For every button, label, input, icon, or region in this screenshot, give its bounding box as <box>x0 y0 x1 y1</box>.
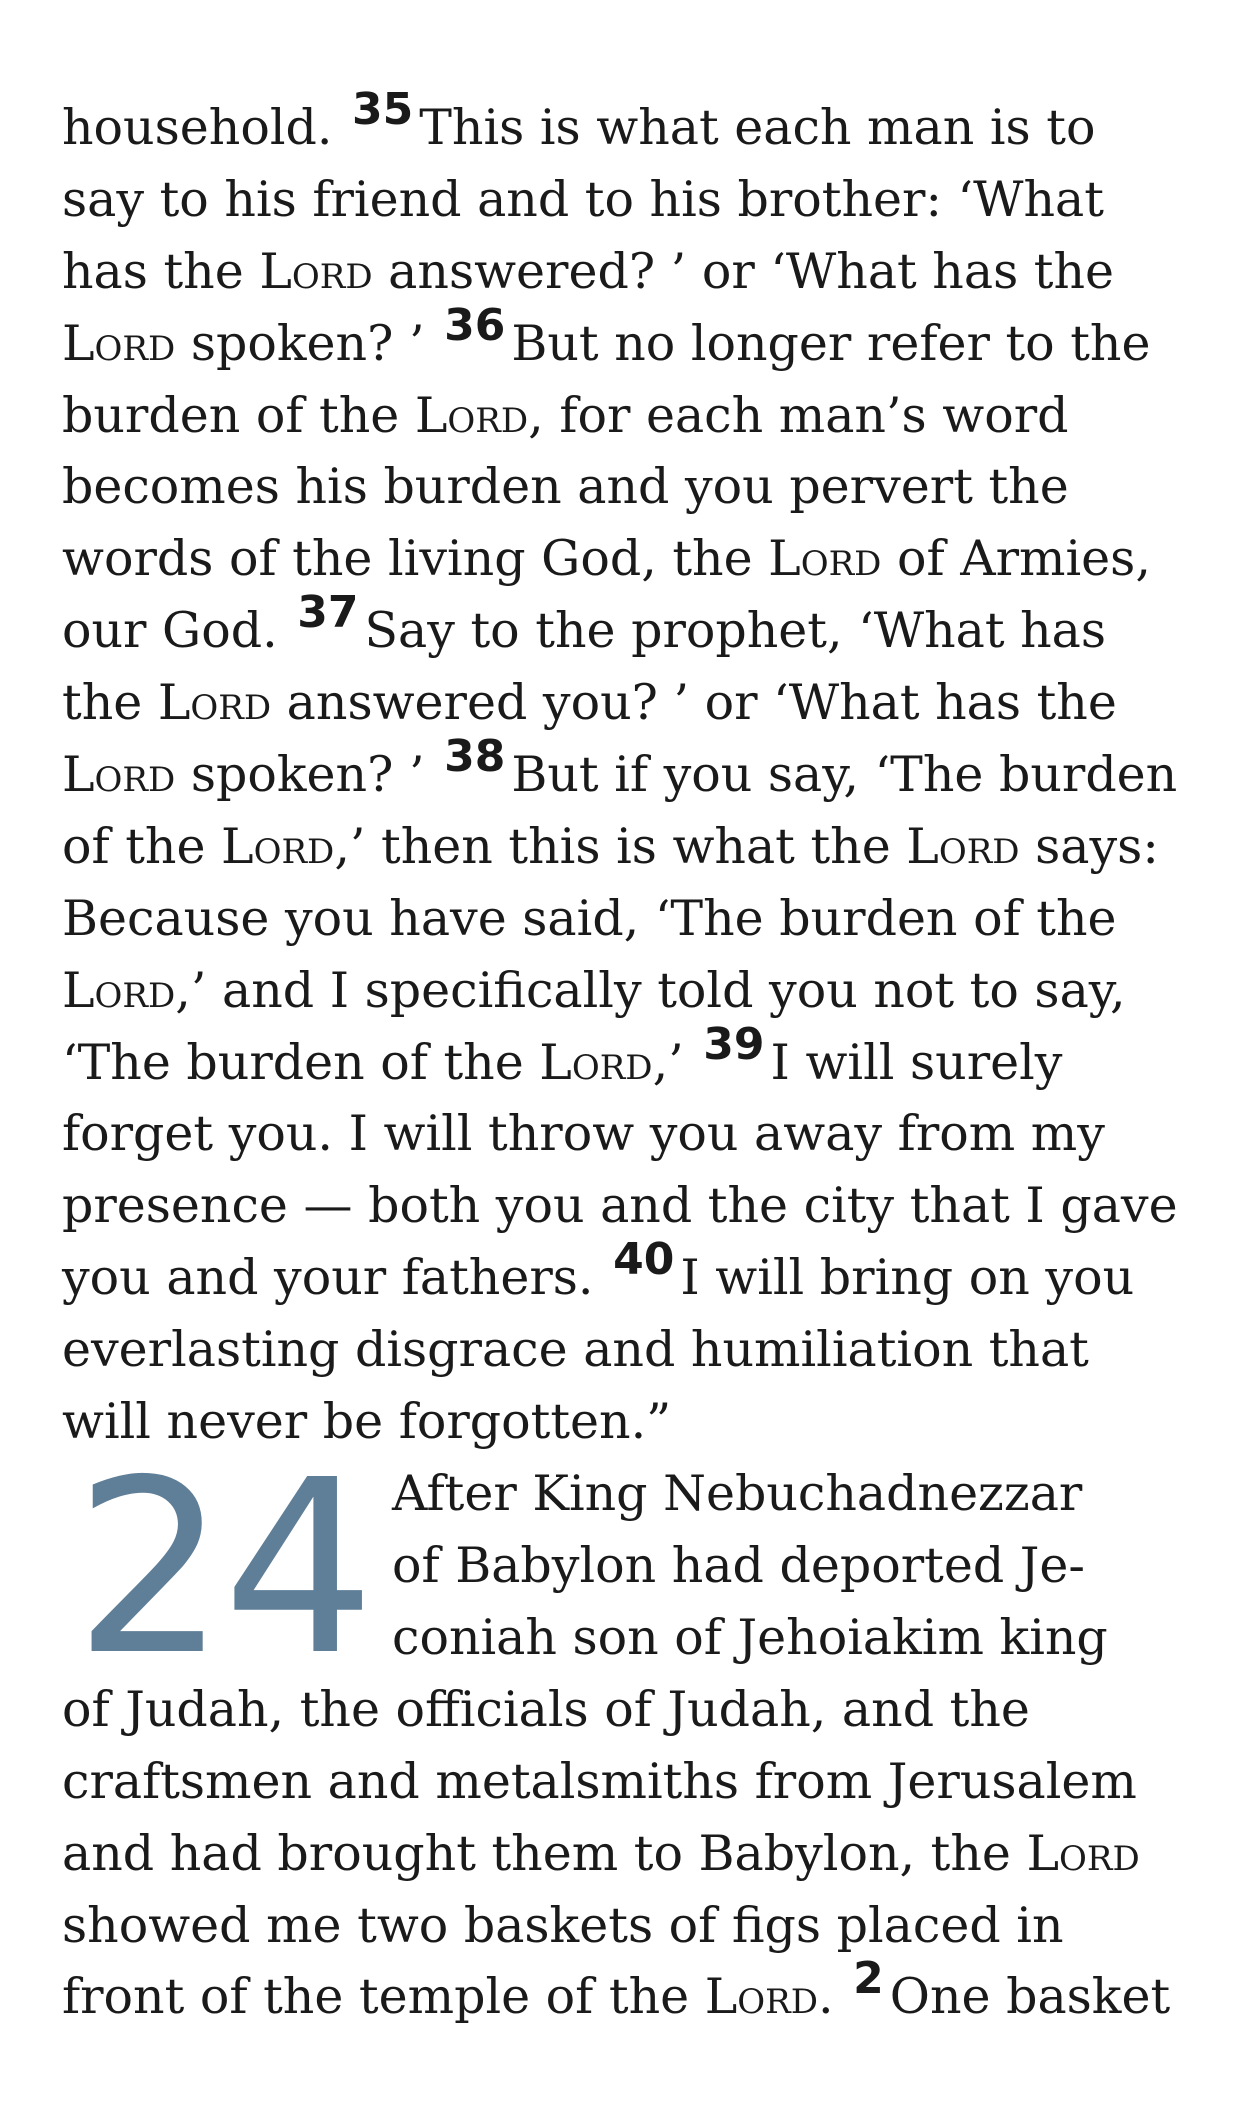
text-line <box>62 1234 1192 1314</box>
text-line <box>62 1953 1192 2033</box>
text-run: This is what each man is to <box>419 99 1096 156</box>
text-line <box>62 587 1192 667</box>
text-run: One basket <box>889 1968 1171 2026</box>
text-run: spoken? ’ <box>175 314 441 372</box>
chapter-23-text <box>62 84 1192 1458</box>
divine-name: Lord <box>62 746 176 804</box>
text-run: But if you say, ‘The burden <box>511 746 1178 804</box>
divine-name: Lord <box>62 961 176 1019</box>
verse-number: 36 <box>444 299 506 351</box>
text-line <box>62 1818 1192 1890</box>
text-run: has the <box>62 242 260 300</box>
text-run: the <box>62 674 158 732</box>
divine-name: Lord <box>259 242 373 300</box>
divine-name: Lord <box>62 314 176 372</box>
text-run: of Armies, <box>881 530 1151 588</box>
chapter-24-opening <box>62 1427 1192 1708</box>
text-run: you and your fathers. <box>62 1249 610 1307</box>
divine-name: Lord <box>704 1968 818 2026</box>
text-run: I will surely <box>770 1033 1063 1091</box>
text-run: say to his friend and to his brother: ‘What <box>62 170 1104 228</box>
text-line <box>62 523 1192 595</box>
text-run: Say to the prophet, ‘What has <box>364 602 1107 660</box>
text-run: showed me two baskets of figs placed in <box>62 1896 1064 1954</box>
divine-name: Lord <box>414 386 529 444</box>
divine-name: Lord <box>539 1033 653 1091</box>
text-run: coniah son of Jehoiakim king <box>392 1608 1108 1666</box>
text-run: answered you? ’ or ‘What has the <box>271 674 1117 732</box>
text-run: of the <box>62 817 222 875</box>
divine-name: Lord <box>768 530 882 588</box>
text-run: ,’ and I specifically told you not to say, <box>175 961 1126 1019</box>
text-line <box>62 451 1192 523</box>
text-line <box>62 164 1192 236</box>
divine-name: Lord <box>221 817 335 875</box>
text-line <box>62 299 1192 380</box>
text-run: craftsmen and metalsmiths from Jerusalem <box>62 1752 1137 1810</box>
text-line <box>62 883 1192 955</box>
chapter-number: 24 <box>74 1427 372 1708</box>
text-run: answered? ’ or ‘What has the <box>372 242 1115 300</box>
text-line <box>62 1314 1192 1386</box>
text-run: ,’ <box>652 1033 700 1091</box>
verse-number: 35 <box>352 84 414 135</box>
text-run: our God. <box>62 602 294 660</box>
text-run: ‘The burden of the <box>62 1033 540 1091</box>
text-run: household. <box>62 99 349 156</box>
text-line <box>392 1602 1192 1674</box>
text-run: Because you have said, ‘The burden of the <box>62 889 1117 947</box>
text-line <box>62 1674 1192 1746</box>
text-run: . <box>818 1968 850 2026</box>
text-line <box>62 1746 1192 1818</box>
text-line <box>62 811 1192 883</box>
text-line <box>62 1098 1192 1170</box>
text-run: spoken? ’ <box>175 746 441 804</box>
divine-name: Lord <box>906 817 1020 875</box>
text-run: says: <box>1019 817 1159 875</box>
text-line <box>62 236 1192 308</box>
text-line <box>62 380 1192 452</box>
text-run: of Babylon had deported Je- <box>392 1536 1085 1594</box>
text-line <box>392 1530 1192 1602</box>
text-line <box>62 1018 1192 1099</box>
text-line <box>62 1170 1192 1242</box>
text-line <box>62 1890 1192 1962</box>
text-run: forget you. I will throw you away from my <box>62 1105 1105 1163</box>
text-run: becomes his burden and you pervert the <box>62 458 1069 516</box>
text-run: presence — both you and the city that I gave <box>62 1177 1178 1235</box>
text-run: front of the temple of the <box>62 1968 705 2026</box>
text-run: and had brought them to Babylon, the <box>62 1824 1027 1882</box>
chapter-drop-lines <box>392 1458 1192 1674</box>
verse-number: 39 <box>703 1018 765 1070</box>
text-line <box>62 955 1192 1027</box>
text-run: of Judah, the officials of Judah, and the <box>62 1680 1030 1738</box>
text-line <box>62 731 1192 811</box>
text-run: burden of the <box>62 386 415 444</box>
text-run: After King Nebuchadnezzar <box>392 1464 1083 1522</box>
text-run: words of the living God, the <box>62 530 769 588</box>
text-line <box>62 667 1192 739</box>
chapter-24-text <box>62 1674 1192 2033</box>
divine-name: Lord <box>157 674 272 732</box>
verse-number: 40 <box>613 1234 675 1286</box>
text-line <box>62 84 1192 164</box>
text-run: everlasting disgrace and humiliation that <box>62 1321 1089 1379</box>
divine-name: Lord <box>1026 1824 1140 1882</box>
verse-number: 38 <box>444 731 506 783</box>
text-run: , for each man’s word <box>528 386 1069 444</box>
reading-page <box>62 84 1192 2033</box>
verse-number: 2 <box>853 1953 884 2005</box>
text-line <box>392 1458 1192 1530</box>
text-run: I will bring on you <box>680 1249 1135 1307</box>
text-run: ,’ then this is what the <box>334 817 907 875</box>
verse-number: 37 <box>297 587 359 639</box>
text-run: But no longer refer to the <box>511 314 1151 372</box>
text-run: will never be forgotten.” <box>62 1393 672 1451</box>
